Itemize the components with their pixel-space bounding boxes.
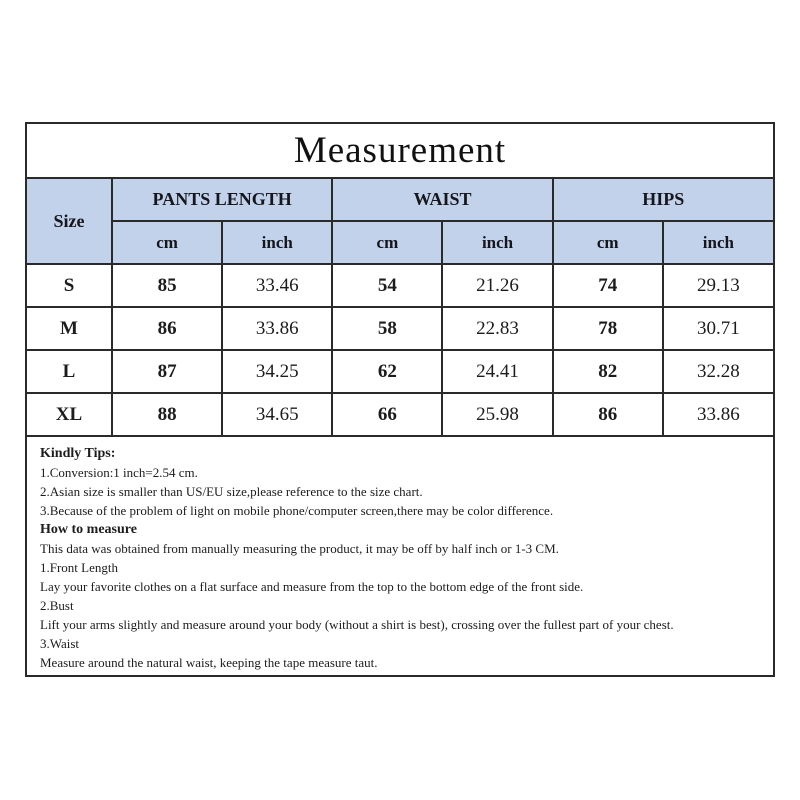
- title-row: [27, 124, 773, 179]
- measurement-table: [27, 179, 773, 437]
- column-header-waist: WAIST: [332, 179, 552, 221]
- measure-disclaimer: This data was obtained from manually measuring the product, it may be off by half inch or 1-3 CM.: [40, 541, 559, 556]
- tip-asian-size: 2.Asian size is smaller than US/EU size,please reference to the size chart.: [40, 484, 423, 499]
- table-unit-header-row: [27, 221, 773, 264]
- size-label: S: [27, 264, 112, 307]
- table-row-size-s: [27, 264, 773, 307]
- hips-inch: 30.71: [663, 307, 773, 350]
- pants-length-inch: 34.25: [222, 350, 332, 393]
- column-header-size: Size: [27, 179, 112, 264]
- page-title: Measurement: [293, 130, 507, 171]
- hips-inch: 29.13: [663, 264, 773, 307]
- table-row-size-m: [27, 307, 773, 350]
- pants-length-inch: 34.65: [222, 393, 332, 436]
- hips-inch: 33.86: [663, 393, 773, 436]
- hips-cm: 78: [553, 307, 663, 350]
- table-row-size-xl: [27, 393, 773, 436]
- waist-cm: 54: [332, 264, 442, 307]
- hips-cm: 74: [553, 264, 663, 307]
- waist-instructions: Measure around the natural waist, keeping the tape measure taut.: [40, 655, 378, 670]
- size-label: M: [27, 307, 112, 350]
- unit-header-inch: inch: [663, 221, 773, 264]
- size-label: XL: [27, 393, 112, 436]
- table-group-header-row: [27, 179, 773, 221]
- pants-length-cm: 86: [112, 307, 222, 350]
- waist-inch: 24.41: [442, 350, 552, 393]
- unit-header-cm: cm: [332, 221, 442, 264]
- measurement-chart-box: [25, 122, 775, 677]
- hips-cm: 86: [553, 393, 663, 436]
- kindly-tips-heading: Kindly Tips:: [40, 446, 116, 461]
- bust-instructions: Lift your arms slightly and measure around your body (without a shirt is best), crossing over the fullest part of your chest.: [40, 617, 674, 632]
- waist-inch: 21.26: [442, 264, 552, 307]
- unit-header-cm: cm: [553, 221, 663, 264]
- waist-label: 3.Waist: [40, 636, 80, 651]
- waist-inch: 25.98: [442, 393, 552, 436]
- tip-color-difference: 3.Because of the problem of light on mobile phone/computer screen,there may be color difference.: [40, 503, 554, 518]
- pants-length-cm: 85: [112, 264, 222, 307]
- front-length-instructions: Lay your favorite clothes on a flat surface and measure from the top to the bottom edge of the front side.: [40, 579, 584, 594]
- table-row-size-l: [27, 350, 773, 393]
- pants-length-inch: 33.46: [222, 264, 332, 307]
- unit-header-inch: inch: [442, 221, 552, 264]
- column-header-hips: HIPS: [553, 179, 773, 221]
- unit-header-inch: inch: [222, 221, 332, 264]
- bust-label: 2.Bust: [40, 598, 74, 613]
- hips-cm: 82: [553, 350, 663, 393]
- pants-length-cm: 88: [112, 393, 222, 436]
- tips-section: [27, 437, 773, 672]
- waist-cm: 66: [332, 393, 442, 436]
- pants-length-inch: 33.86: [222, 307, 332, 350]
- column-header-pants-length: PANTS LENGTH: [112, 179, 332, 221]
- how-to-measure-heading: How to measure: [40, 522, 137, 537]
- pants-length-cm: 87: [112, 350, 222, 393]
- waist-inch: 22.83: [442, 307, 552, 350]
- hips-inch: 32.28: [663, 350, 773, 393]
- waist-cm: 62: [332, 350, 442, 393]
- front-length-label: 1.Front Length: [40, 560, 118, 575]
- tip-conversion: 1.Conversion:1 inch=2.54 cm.: [40, 465, 198, 480]
- unit-header-cm: cm: [112, 221, 222, 264]
- waist-cm: 58: [332, 307, 442, 350]
- size-label: L: [27, 350, 112, 393]
